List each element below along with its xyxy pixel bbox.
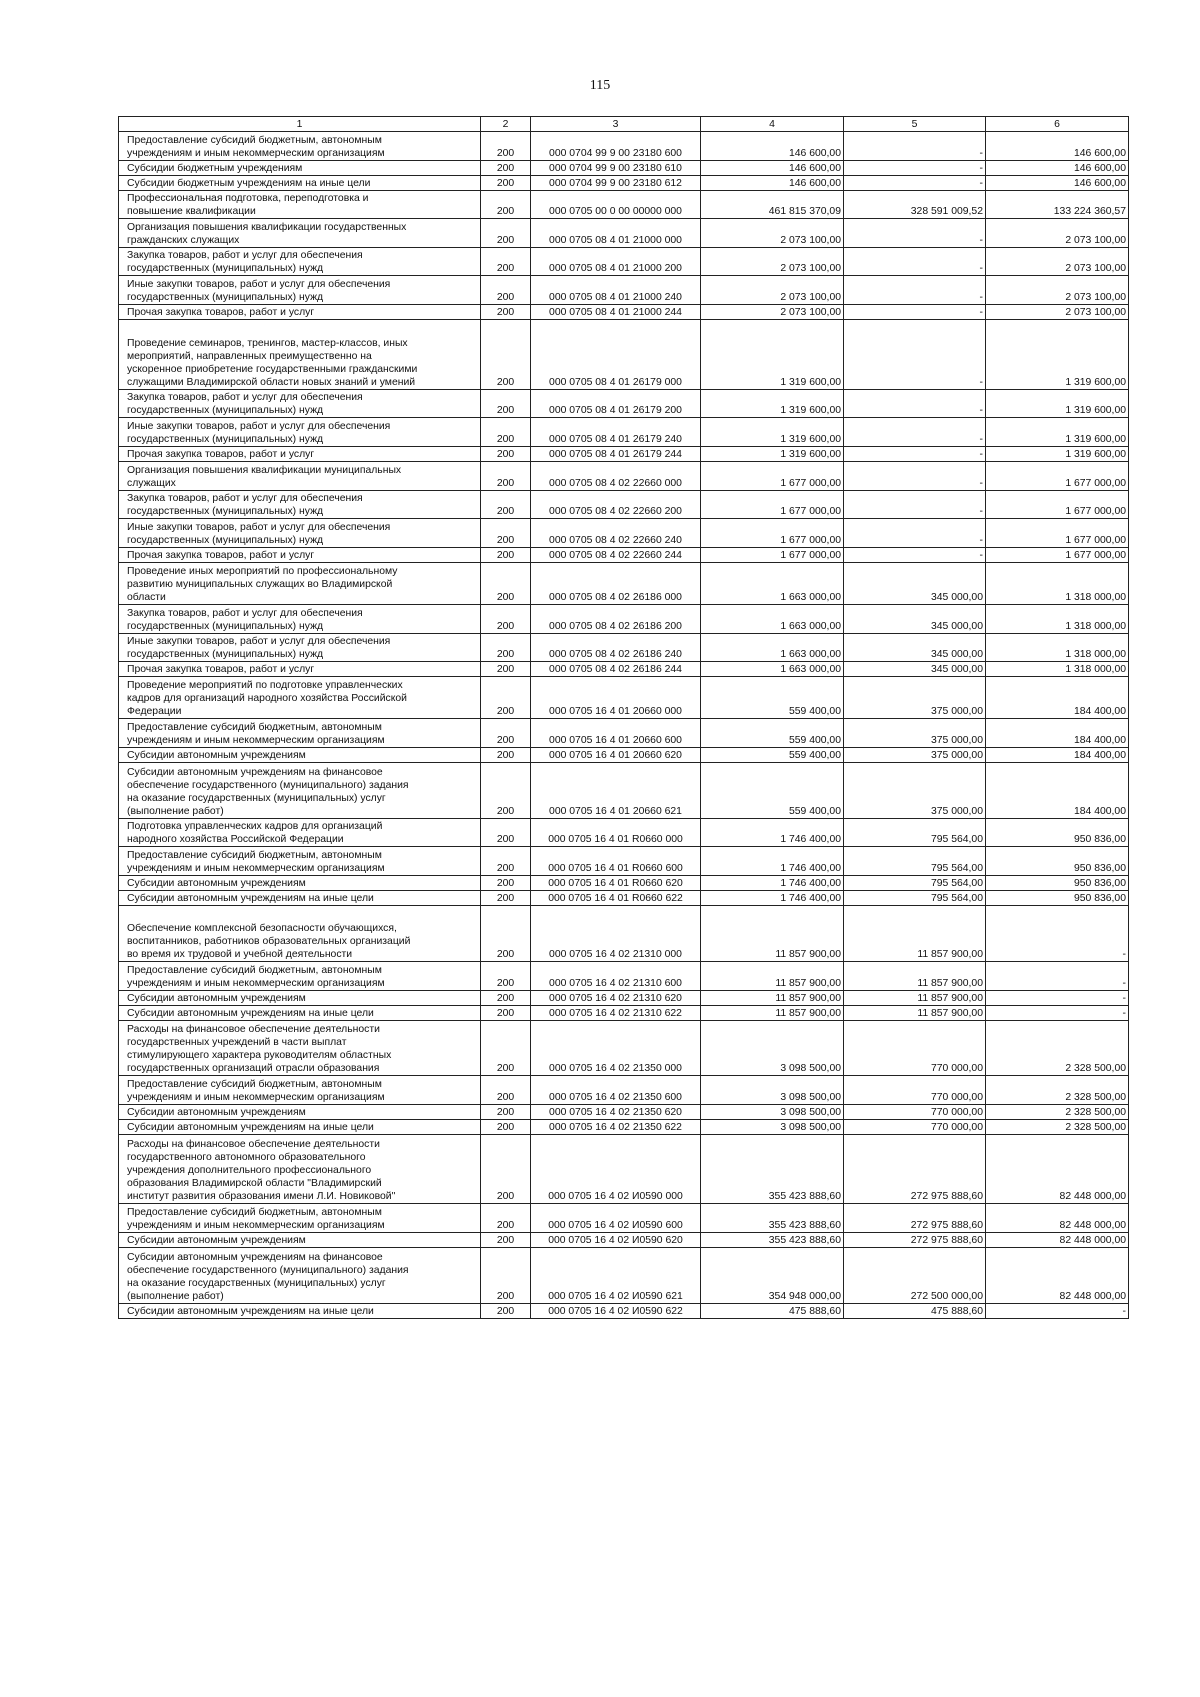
row-executed-amount: 795 564,00 bbox=[844, 890, 986, 905]
table-row bbox=[119, 604, 1129, 633]
row-approved-amount: 3 098 500,00 bbox=[701, 1120, 844, 1135]
row-description: Закупка товаров, работ и услуг для обеспечения государственных (муниципальных) нужд bbox=[119, 389, 481, 418]
row-executed-amount: 375 000,00 bbox=[844, 747, 986, 762]
row-remaining-amount: - bbox=[986, 905, 1129, 961]
row-description: Прочая закупка товаров, работ и услуг bbox=[119, 446, 481, 461]
row-description: Субсидии бюджетным учреждениям bbox=[119, 160, 481, 175]
row-remaining-amount: 184 400,00 bbox=[986, 747, 1129, 762]
table-row bbox=[119, 662, 1129, 677]
row-remaining-amount: 1 318 000,00 bbox=[986, 604, 1129, 633]
row-description: Организация повышения квалификации государственных гражданских служащих bbox=[119, 219, 481, 248]
row-approved-amount: 1 746 400,00 bbox=[701, 890, 844, 905]
row-executed-amount: 375 000,00 bbox=[844, 762, 986, 818]
row-admin-code: 200 bbox=[481, 276, 531, 305]
row-budget-code: 000 0705 16 4 01 R0660 622 bbox=[531, 890, 701, 905]
row-approved-amount: 559 400,00 bbox=[701, 677, 844, 719]
row-budget-code: 000 0705 08 4 02 26186 200 bbox=[531, 604, 701, 633]
row-approved-amount: 475 888,60 bbox=[701, 1303, 844, 1318]
row-executed-amount: - bbox=[844, 490, 986, 519]
row-approved-amount: 1 319 600,00 bbox=[701, 446, 844, 461]
row-admin-code: 200 bbox=[481, 132, 531, 161]
row-description: Иные закупки товаров, работ и услуг для обеспечения государственных (муниципальных) нужд bbox=[119, 633, 481, 662]
row-admin-code: 200 bbox=[481, 762, 531, 818]
row-description: Проведение иных мероприятий по профессиональному развитию муниципальных служащих во Владимирской области bbox=[119, 562, 481, 604]
row-budget-code: 000 0705 08 4 02 26186 244 bbox=[531, 662, 701, 677]
row-admin-code: 200 bbox=[481, 446, 531, 461]
row-remaining-amount: 2 328 500,00 bbox=[986, 1020, 1129, 1076]
row-remaining-amount: 2 073 100,00 bbox=[986, 304, 1129, 319]
row-executed-amount: - bbox=[844, 519, 986, 548]
row-budget-code: 000 0705 08 4 01 21000 240 bbox=[531, 276, 701, 305]
row-description: Проведение мероприятий по подготовке управленческих кадров для организаций народного хозяйства Российской Федерации bbox=[119, 677, 481, 719]
row-budget-code: 000 0705 16 4 01 20660 621 bbox=[531, 762, 701, 818]
row-remaining-amount: - bbox=[986, 962, 1129, 991]
row-admin-code: 200 bbox=[481, 1248, 531, 1304]
table-row bbox=[119, 446, 1129, 461]
row-approved-amount: 559 400,00 bbox=[701, 747, 844, 762]
row-executed-amount: 11 857 900,00 bbox=[844, 1005, 986, 1020]
table-row bbox=[119, 905, 1129, 961]
row-executed-amount: 795 564,00 bbox=[844, 818, 986, 847]
row-executed-amount: - bbox=[844, 418, 986, 447]
row-admin-code: 200 bbox=[481, 719, 531, 748]
column-number: 4 bbox=[701, 117, 844, 132]
table-row bbox=[119, 1135, 1129, 1204]
table-row bbox=[119, 1233, 1129, 1248]
row-description: Закупка товаров, работ и услуг для обеспечения государственных (муниципальных) нужд bbox=[119, 490, 481, 519]
row-approved-amount: 3 098 500,00 bbox=[701, 1020, 844, 1076]
row-budget-code: 000 0705 16 4 02 И0590 600 bbox=[531, 1204, 701, 1233]
row-remaining-amount: 950 836,00 bbox=[986, 818, 1129, 847]
row-executed-amount: - bbox=[844, 132, 986, 161]
row-remaining-amount: 146 600,00 bbox=[986, 175, 1129, 190]
row-admin-code: 200 bbox=[481, 319, 531, 389]
row-remaining-amount: 950 836,00 bbox=[986, 875, 1129, 890]
table-row bbox=[119, 276, 1129, 305]
row-remaining-amount: 1 318 000,00 bbox=[986, 562, 1129, 604]
row-executed-amount: - bbox=[844, 461, 986, 490]
row-budget-code: 000 0705 00 0 00 00000 000 bbox=[531, 190, 701, 219]
table-row bbox=[119, 547, 1129, 562]
row-approved-amount: 146 600,00 bbox=[701, 175, 844, 190]
row-remaining-amount: 82 448 000,00 bbox=[986, 1204, 1129, 1233]
row-description: Субсидии бюджетным учреждениям на иные цели bbox=[119, 175, 481, 190]
row-description: Предоставление субсидий бюджетным, автономным учреждениям и иным некоммерческим организациям bbox=[119, 1204, 481, 1233]
row-executed-amount: 345 000,00 bbox=[844, 662, 986, 677]
row-remaining-amount: - bbox=[986, 1005, 1129, 1020]
table-row bbox=[119, 190, 1129, 219]
column-number-row bbox=[119, 117, 1129, 132]
row-description: Иные закупки товаров, работ и услуг для обеспечения государственных (муниципальных) нужд bbox=[119, 276, 481, 305]
row-admin-code: 200 bbox=[481, 247, 531, 276]
table-row bbox=[119, 219, 1129, 248]
row-approved-amount: 1 677 000,00 bbox=[701, 519, 844, 548]
row-executed-amount: - bbox=[844, 247, 986, 276]
row-approved-amount: 146 600,00 bbox=[701, 160, 844, 175]
row-budget-code: 000 0705 08 4 01 21000 200 bbox=[531, 247, 701, 276]
row-budget-code: 000 0705 08 4 01 21000 000 bbox=[531, 219, 701, 248]
row-budget-code: 000 0705 08 4 02 22660 200 bbox=[531, 490, 701, 519]
row-approved-amount: 11 857 900,00 bbox=[701, 962, 844, 991]
row-executed-amount: - bbox=[844, 175, 986, 190]
row-remaining-amount: 950 836,00 bbox=[986, 847, 1129, 876]
table-row bbox=[119, 1076, 1129, 1105]
row-approved-amount: 354 948 000,00 bbox=[701, 1248, 844, 1304]
row-approved-amount: 11 857 900,00 bbox=[701, 905, 844, 961]
row-executed-amount: 375 000,00 bbox=[844, 719, 986, 748]
row-executed-amount: 770 000,00 bbox=[844, 1020, 986, 1076]
row-executed-amount: 272 975 888,60 bbox=[844, 1204, 986, 1233]
row-budget-code: 000 0705 08 4 01 26179 244 bbox=[531, 446, 701, 461]
row-admin-code: 200 bbox=[481, 160, 531, 175]
table-row bbox=[119, 677, 1129, 719]
table-row bbox=[119, 747, 1129, 762]
row-remaining-amount: 1 677 000,00 bbox=[986, 461, 1129, 490]
row-remaining-amount: 1 319 600,00 bbox=[986, 418, 1129, 447]
row-remaining-amount: 1 677 000,00 bbox=[986, 519, 1129, 548]
table-row bbox=[119, 633, 1129, 662]
table-row bbox=[119, 719, 1129, 748]
row-executed-amount: 345 000,00 bbox=[844, 562, 986, 604]
row-admin-code: 200 bbox=[481, 1204, 531, 1233]
row-admin-code: 200 bbox=[481, 662, 531, 677]
row-description: Закупка товаров, работ и услуг для обеспечения государственных (муниципальных) нужд bbox=[119, 604, 481, 633]
row-approved-amount: 559 400,00 bbox=[701, 762, 844, 818]
row-budget-code: 000 0705 16 4 02 21350 000 bbox=[531, 1020, 701, 1076]
row-approved-amount: 11 857 900,00 bbox=[701, 1005, 844, 1020]
row-admin-code: 200 bbox=[481, 847, 531, 876]
row-admin-code: 200 bbox=[481, 890, 531, 905]
row-executed-amount: 11 857 900,00 bbox=[844, 990, 986, 1005]
row-budget-code: 000 0705 16 4 02 И0590 000 bbox=[531, 1135, 701, 1204]
row-budget-code: 000 0705 16 4 01 R0660 000 bbox=[531, 818, 701, 847]
row-admin-code: 200 bbox=[481, 190, 531, 219]
table-row bbox=[119, 1248, 1129, 1304]
row-budget-code: 000 0704 99 9 00 23180 600 bbox=[531, 132, 701, 161]
table-row bbox=[119, 962, 1129, 991]
row-approved-amount: 1 677 000,00 bbox=[701, 547, 844, 562]
row-executed-amount: - bbox=[844, 446, 986, 461]
row-remaining-amount: 184 400,00 bbox=[986, 677, 1129, 719]
row-admin-code: 200 bbox=[481, 818, 531, 847]
row-description: Закупка товаров, работ и услуг для обеспечения государственных (муниципальных) нужд bbox=[119, 247, 481, 276]
row-description: Прочая закупка товаров, работ и услуг bbox=[119, 662, 481, 677]
table-row bbox=[119, 319, 1129, 389]
row-budget-code: 000 0705 16 4 02 21310 622 bbox=[531, 1005, 701, 1020]
row-executed-amount: 345 000,00 bbox=[844, 604, 986, 633]
row-budget-code: 000 0705 08 4 01 26179 000 bbox=[531, 319, 701, 389]
table-row bbox=[119, 175, 1129, 190]
table-row bbox=[119, 1105, 1129, 1120]
row-approved-amount: 1 746 400,00 bbox=[701, 818, 844, 847]
row-remaining-amount: 1 318 000,00 bbox=[986, 633, 1129, 662]
row-description: Проведение семинаров, тренингов, мастер-классов, иных мероприятий, направленных преимущественно на ускоренное приобретение государственными гражданскими служащими Владимирской области новых знаний и умений bbox=[119, 319, 481, 389]
row-executed-amount: 272 975 888,60 bbox=[844, 1233, 986, 1248]
row-description: Субсидии автономным учреждениям на иные цели bbox=[119, 1005, 481, 1020]
row-admin-code: 200 bbox=[481, 633, 531, 662]
table-row bbox=[119, 1303, 1129, 1318]
row-budget-code: 000 0705 08 4 02 26186 000 bbox=[531, 562, 701, 604]
row-description: Иные закупки товаров, работ и услуг для обеспечения государственных (муниципальных) нужд bbox=[119, 519, 481, 548]
row-approved-amount: 1 746 400,00 bbox=[701, 847, 844, 876]
row-approved-amount: 355 423 888,60 bbox=[701, 1233, 844, 1248]
row-description: Субсидии автономным учреждениям bbox=[119, 1105, 481, 1120]
row-approved-amount: 1 663 000,00 bbox=[701, 633, 844, 662]
table-row bbox=[119, 1020, 1129, 1076]
row-executed-amount: - bbox=[844, 276, 986, 305]
table-row bbox=[119, 875, 1129, 890]
table-row bbox=[119, 490, 1129, 519]
table-row bbox=[119, 1005, 1129, 1020]
row-admin-code: 200 bbox=[481, 1020, 531, 1076]
table-row bbox=[119, 418, 1129, 447]
row-description: Субсидии автономным учреждениям на иные цели bbox=[119, 890, 481, 905]
row-approved-amount: 1 663 000,00 bbox=[701, 662, 844, 677]
table-body bbox=[119, 132, 1129, 1319]
table-row bbox=[119, 818, 1129, 847]
row-approved-amount: 1 663 000,00 bbox=[701, 604, 844, 633]
row-admin-code: 200 bbox=[481, 304, 531, 319]
row-remaining-amount: 1 677 000,00 bbox=[986, 547, 1129, 562]
row-description: Субсидии автономным учреждениям bbox=[119, 747, 481, 762]
row-remaining-amount: 184 400,00 bbox=[986, 719, 1129, 748]
row-executed-amount: 375 000,00 bbox=[844, 677, 986, 719]
row-description: Субсидии автономным учреждениям на финансовое обеспечение государственного (муниципального) задания на оказание государственных (муниципальных) услуг (выполнение работ) bbox=[119, 762, 481, 818]
row-budget-code: 000 0705 16 4 02 21350 600 bbox=[531, 1076, 701, 1105]
row-admin-code: 200 bbox=[481, 1233, 531, 1248]
table-row bbox=[119, 1204, 1129, 1233]
row-remaining-amount: 146 600,00 bbox=[986, 132, 1129, 161]
row-executed-amount: - bbox=[844, 319, 986, 389]
table-row bbox=[119, 847, 1129, 876]
column-number: 6 bbox=[986, 117, 1129, 132]
row-budget-code: 000 0705 16 4 01 R0660 600 bbox=[531, 847, 701, 876]
table-row bbox=[119, 389, 1129, 418]
table-row bbox=[119, 990, 1129, 1005]
row-approved-amount: 1 746 400,00 bbox=[701, 875, 844, 890]
row-admin-code: 200 bbox=[481, 389, 531, 418]
row-budget-code: 000 0705 08 4 02 22660 240 bbox=[531, 519, 701, 548]
row-remaining-amount: - bbox=[986, 1303, 1129, 1318]
row-admin-code: 200 bbox=[481, 418, 531, 447]
row-budget-code: 000 0705 16 4 02 21350 622 bbox=[531, 1120, 701, 1135]
row-admin-code: 200 bbox=[481, 990, 531, 1005]
row-admin-code: 200 bbox=[481, 604, 531, 633]
row-admin-code: 200 bbox=[481, 1303, 531, 1318]
row-description: Прочая закупка товаров, работ и услуг bbox=[119, 304, 481, 319]
row-description: Организация повышения квалификации муниципальных служащих bbox=[119, 461, 481, 490]
row-approved-amount: 1 319 600,00 bbox=[701, 418, 844, 447]
row-budget-code: 000 0704 99 9 00 23180 612 bbox=[531, 175, 701, 190]
row-approved-amount: 2 073 100,00 bbox=[701, 304, 844, 319]
row-budget-code: 000 0704 99 9 00 23180 610 bbox=[531, 160, 701, 175]
row-executed-amount: 770 000,00 bbox=[844, 1076, 986, 1105]
row-approved-amount: 355 423 888,60 bbox=[701, 1204, 844, 1233]
row-admin-code: 200 bbox=[481, 677, 531, 719]
row-budget-code: 000 0705 08 4 02 26186 240 bbox=[531, 633, 701, 662]
row-budget-code: 000 0705 16 4 02 21350 620 bbox=[531, 1105, 701, 1120]
row-approved-amount: 3 098 500,00 bbox=[701, 1105, 844, 1120]
row-executed-amount: 475 888,60 bbox=[844, 1303, 986, 1318]
table-row bbox=[119, 1120, 1129, 1135]
row-remaining-amount: 82 448 000,00 bbox=[986, 1233, 1129, 1248]
row-remaining-amount: 2 328 500,00 bbox=[986, 1105, 1129, 1120]
column-number: 3 bbox=[531, 117, 701, 132]
row-description: Субсидии автономным учреждениям на иные цели bbox=[119, 1120, 481, 1135]
row-approved-amount: 2 073 100,00 bbox=[701, 247, 844, 276]
row-approved-amount: 355 423 888,60 bbox=[701, 1135, 844, 1204]
table-row bbox=[119, 519, 1129, 548]
row-admin-code: 200 bbox=[481, 1005, 531, 1020]
row-admin-code: 200 bbox=[481, 175, 531, 190]
row-remaining-amount: 1 319 600,00 bbox=[986, 446, 1129, 461]
row-budget-code: 000 0705 16 4 01 20660 620 bbox=[531, 747, 701, 762]
row-approved-amount: 1 677 000,00 bbox=[701, 461, 844, 490]
row-approved-amount: 461 815 370,09 bbox=[701, 190, 844, 219]
row-remaining-amount: 184 400,00 bbox=[986, 762, 1129, 818]
row-description: Субсидии автономным учреждениям на иные цели bbox=[119, 1303, 481, 1318]
row-remaining-amount: 2 328 500,00 bbox=[986, 1076, 1129, 1105]
row-description: Прочая закупка товаров, работ и услуг bbox=[119, 547, 481, 562]
row-remaining-amount: 1 318 000,00 bbox=[986, 662, 1129, 677]
row-admin-code: 200 bbox=[481, 547, 531, 562]
row-admin-code: 200 bbox=[481, 490, 531, 519]
row-remaining-amount: 950 836,00 bbox=[986, 890, 1129, 905]
row-budget-code: 000 0705 16 4 02 И0590 620 bbox=[531, 1233, 701, 1248]
row-approved-amount: 1 319 600,00 bbox=[701, 389, 844, 418]
row-executed-amount: - bbox=[844, 304, 986, 319]
table-row bbox=[119, 461, 1129, 490]
row-description: Субсидии автономным учреждениям на финансовое обеспечение государственного (муниципального) задания на оказание государственных (муниципальных) услуг (выполнение работ) bbox=[119, 1248, 481, 1304]
row-admin-code: 200 bbox=[481, 905, 531, 961]
row-approved-amount: 2 073 100,00 bbox=[701, 276, 844, 305]
table-row bbox=[119, 762, 1129, 818]
row-budget-code: 000 0705 16 4 02 И0590 622 bbox=[531, 1303, 701, 1318]
row-budget-code: 000 0705 08 4 01 21000 244 bbox=[531, 304, 701, 319]
row-remaining-amount: 2 073 100,00 bbox=[986, 276, 1129, 305]
row-approved-amount: 1 677 000,00 bbox=[701, 490, 844, 519]
row-executed-amount: 272 500 000,00 bbox=[844, 1248, 986, 1304]
row-remaining-amount: 2 328 500,00 bbox=[986, 1120, 1129, 1135]
row-executed-amount: 328 591 009,52 bbox=[844, 190, 986, 219]
row-admin-code: 200 bbox=[481, 962, 531, 991]
row-remaining-amount: 1 677 000,00 bbox=[986, 490, 1129, 519]
row-admin-code: 200 bbox=[481, 1076, 531, 1105]
row-executed-amount: 795 564,00 bbox=[844, 875, 986, 890]
table-row bbox=[119, 132, 1129, 161]
row-budget-code: 000 0705 16 4 02 21310 620 bbox=[531, 990, 701, 1005]
row-admin-code: 200 bbox=[481, 461, 531, 490]
row-description: Обеспечение комплексной безопасности обучающихся, воспитанников, работников образовательных организаций во время их трудовой и учебной деятельности bbox=[119, 905, 481, 961]
row-remaining-amount: 82 448 000,00 bbox=[986, 1248, 1129, 1304]
row-approved-amount: 1 319 600,00 bbox=[701, 319, 844, 389]
row-budget-code: 000 0705 08 4 01 26179 200 bbox=[531, 389, 701, 418]
row-executed-amount: 11 857 900,00 bbox=[844, 905, 986, 961]
row-description: Расходы на финансовое обеспечение деятельности государственных учреждений в части выплат стимулирующего характера руководителям областных государственных организаций отрасли образования bbox=[119, 1020, 481, 1076]
row-remaining-amount: 2 073 100,00 bbox=[986, 219, 1129, 248]
row-description: Предоставление субсидий бюджетным, автономным учреждениям и иным некоммерческим организациям bbox=[119, 847, 481, 876]
row-approved-amount: 146 600,00 bbox=[701, 132, 844, 161]
row-budget-code: 000 0705 16 4 01 20660 600 bbox=[531, 719, 701, 748]
row-budget-code: 000 0705 16 4 01 R0660 620 bbox=[531, 875, 701, 890]
row-budget-code: 000 0705 08 4 01 26179 240 bbox=[531, 418, 701, 447]
row-approved-amount: 3 098 500,00 bbox=[701, 1076, 844, 1105]
row-executed-amount: 795 564,00 bbox=[844, 847, 986, 876]
row-approved-amount: 1 663 000,00 bbox=[701, 562, 844, 604]
row-admin-code: 200 bbox=[481, 1120, 531, 1135]
row-remaining-amount: - bbox=[986, 990, 1129, 1005]
row-remaining-amount: 82 448 000,00 bbox=[986, 1135, 1129, 1204]
row-remaining-amount: 1 319 600,00 bbox=[986, 389, 1129, 418]
row-admin-code: 200 bbox=[481, 1105, 531, 1120]
row-admin-code: 200 bbox=[481, 562, 531, 604]
row-budget-code: 000 0705 16 4 02 21310 600 bbox=[531, 962, 701, 991]
row-executed-amount: - bbox=[844, 547, 986, 562]
row-executed-amount: 770 000,00 bbox=[844, 1105, 986, 1120]
row-admin-code: 200 bbox=[481, 519, 531, 548]
row-remaining-amount: 1 319 600,00 bbox=[986, 319, 1129, 389]
row-budget-code: 000 0705 16 4 02 И0590 621 bbox=[531, 1248, 701, 1304]
row-description: Расходы на финансовое обеспечение деятельности государственного автономного образовательного учреждения дополнительного профессионального образования Владимирской области "Владимирский институт развития образования имени Л.И. Новиковой" bbox=[119, 1135, 481, 1204]
row-approved-amount: 11 857 900,00 bbox=[701, 990, 844, 1005]
table-row bbox=[119, 304, 1129, 319]
budget-table bbox=[118, 116, 1129, 1319]
row-description: Предоставление субсидий бюджетным, автономным учреждениям и иным некоммерческим организациям bbox=[119, 962, 481, 991]
table-row bbox=[119, 247, 1129, 276]
row-description: Профессиональная подготовка, переподготовка и повышение квалификации bbox=[119, 190, 481, 219]
row-executed-amount: 345 000,00 bbox=[844, 633, 986, 662]
row-executed-amount: - bbox=[844, 160, 986, 175]
row-executed-amount: 770 000,00 bbox=[844, 1120, 986, 1135]
row-remaining-amount: 2 073 100,00 bbox=[986, 247, 1129, 276]
row-admin-code: 200 bbox=[481, 219, 531, 248]
row-approved-amount: 2 073 100,00 bbox=[701, 219, 844, 248]
row-approved-amount: 559 400,00 bbox=[701, 719, 844, 748]
row-description: Предоставление субсидий бюджетным, автономным учреждениям и иным некоммерческим организациям bbox=[119, 132, 481, 161]
row-description: Субсидии автономным учреждениям bbox=[119, 990, 481, 1005]
row-description: Субсидии автономным учреждениям bbox=[119, 875, 481, 890]
row-budget-code: 000 0705 16 4 01 20660 000 bbox=[531, 677, 701, 719]
row-description: Предоставление субсидий бюджетным, автономным учреждениям и иным некоммерческим организациям bbox=[119, 719, 481, 748]
row-executed-amount: 272 975 888,60 bbox=[844, 1135, 986, 1204]
row-admin-code: 200 bbox=[481, 1135, 531, 1204]
row-description: Предоставление субсидий бюджетным, автономным учреждениям и иным некоммерческим организациям bbox=[119, 1076, 481, 1105]
row-remaining-amount: 133 224 360,57 bbox=[986, 190, 1129, 219]
row-executed-amount: - bbox=[844, 219, 986, 248]
table-row bbox=[119, 890, 1129, 905]
column-number: 5 bbox=[844, 117, 986, 132]
row-executed-amount: - bbox=[844, 389, 986, 418]
row-budget-code: 000 0705 08 4 02 22660 244 bbox=[531, 547, 701, 562]
row-admin-code: 200 bbox=[481, 747, 531, 762]
row-admin-code: 200 bbox=[481, 875, 531, 890]
row-budget-code: 000 0705 16 4 02 21310 000 bbox=[531, 905, 701, 961]
row-description: Субсидии автономным учреждениям bbox=[119, 1233, 481, 1248]
page-number: 115 bbox=[589, 78, 611, 93]
row-remaining-amount: 146 600,00 bbox=[986, 160, 1129, 175]
row-budget-code: 000 0705 08 4 02 22660 000 bbox=[531, 461, 701, 490]
column-number: 1 bbox=[119, 117, 481, 132]
table-row bbox=[119, 562, 1129, 604]
table-row bbox=[119, 160, 1129, 175]
row-executed-amount: 11 857 900,00 bbox=[844, 962, 986, 991]
row-description: Иные закупки товаров, работ и услуг для обеспечения государственных (муниципальных) нужд bbox=[119, 418, 481, 447]
row-description: Подготовка управленческих кадров для организаций народного хозяйства Российской Федерации bbox=[119, 818, 481, 847]
column-number: 2 bbox=[481, 117, 531, 132]
